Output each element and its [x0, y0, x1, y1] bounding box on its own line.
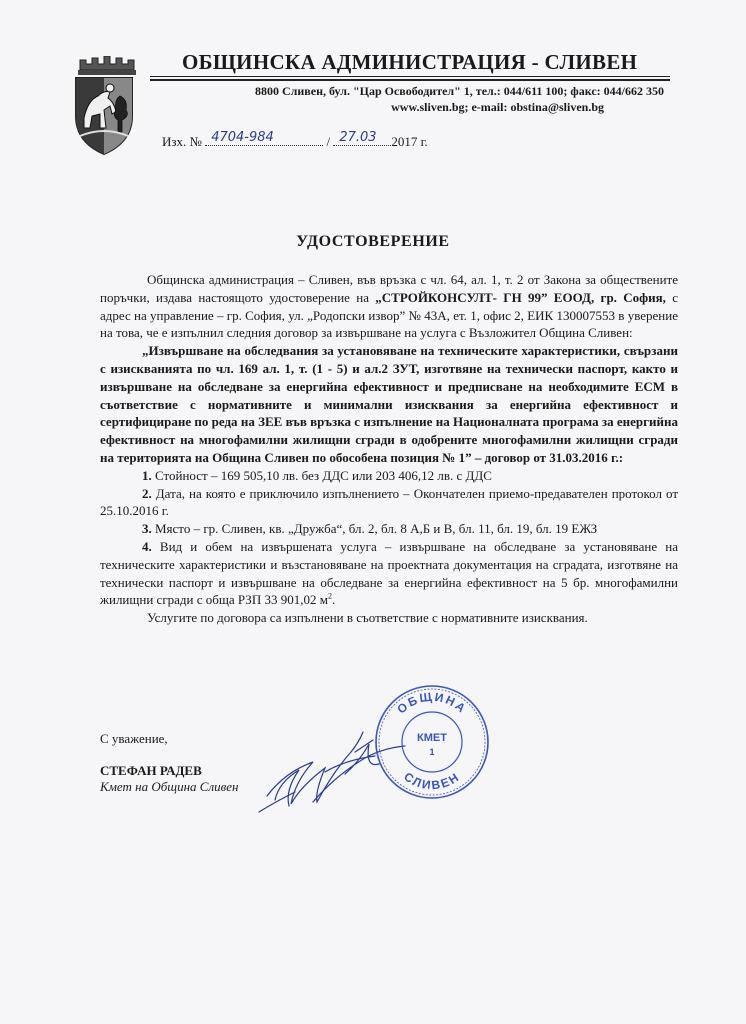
organization-web-email: www.sliven.bg; e-mail: obstina@sliven.bg	[391, 100, 604, 114]
item-1-text: Стойност – 169 505,10 лв. без ДДС или 203 406,12 лв. с ДДС	[155, 467, 492, 483]
reference-prefix: Изх. №	[162, 134, 202, 149]
item-2	[100, 485, 678, 521]
item-4-number: 4.	[142, 538, 152, 554]
item-1	[100, 467, 678, 485]
stamp-top-text: ОБЩИНА	[394, 689, 470, 717]
handwritten-reference-date: 27.03	[339, 130, 377, 145]
reference-year: 2017 г.	[391, 134, 428, 149]
stamp-bottom-text: СЛИВЕН	[401, 769, 463, 793]
reference-number-field	[205, 131, 323, 146]
organization-name: ОБЩИНСКА АДМИНИСТРАЦИЯ - СЛИВЕН	[182, 50, 638, 74]
reference-date-field	[333, 131, 391, 146]
square-meters-superscript: 2	[327, 592, 332, 602]
item-2-number: 2.	[142, 485, 152, 501]
contract-subject-paragraph: „Извършване на обследвания за установяване на техническите характеристики, свързани с изискванията по чл. 169 ал. 1, т. (1 - 5) и ал.2 ЗУТ, изготвяне на технически паспорт, както и извършване на обследване за енергийна ефективност и предписване на необходимите ЕСМ в съответствие с нормативните и минимални изисквания за енергийна ефективност и сертифициране по реда на ЗЕЕ във връзка с изпълнение на Националната програма за енергийна ефективност на многофамилни жилищни сгради в одобрените многофамилни жилищни сгради на територията на Община Сливен по обособена позиция № 1” – договор от 31.03.2016 г.:	[100, 343, 678, 465]
item-4	[100, 538, 678, 609]
intro-text-part-2: с адрес на управление – гр. София, ул. „Родопски извор” № 43А, ет. 1, офис 2, ЕИК 130007553 в уверение на това, че е изпълнил следния договор за извършване на услуга с Възложител Община Сливен:	[100, 289, 678, 341]
intro-text-part-1: Общинска администрация – Сливен, във връзка с чл. 64, ал. 1, т. 2 от Закона за обществените поръчки, издава настоящото удостоверение на	[100, 272, 678, 305]
item-3	[100, 520, 678, 538]
signer-role: Кмет на Община Сливен	[100, 779, 239, 794]
regards-text: С уважение,	[100, 731, 168, 746]
document-title: УДОСТОВЕРЕНИЕ	[296, 233, 450, 250]
stamp-center-text: КМЕТ	[417, 732, 447, 744]
item-3-text: Място – гр. Сливен, кв. „Дружба“, бл. 2, бл. 8 А,Б и В, бл. 11, бл. 19, бл. 19 ЕЖЗ	[155, 521, 598, 537]
sliven-coat-of-arms-logo	[70, 56, 138, 156]
item-1-number: 1.	[142, 467, 152, 483]
item-4-end: .	[331, 592, 336, 608]
item-4-text: Вид и обем на извършената услуга – извършване на обследване за установяване на техническите характеристики и възстановяване на проектната документация на сградата, изготвяне на технически паспорт и извършване на обследване за енергийна ефективност на 5 бр. многофамилни жилищни сгради с обща РЗП 33 901,02 м	[100, 538, 679, 608]
reference-separator: /	[326, 134, 331, 149]
document-body	[100, 271, 678, 627]
closing-statement: Услугите по договора са изпълнени в съответствие с нормативните изисквания.	[147, 610, 588, 626]
item-3-number: 3.	[142, 521, 152, 537]
header-rule-thin	[150, 76, 670, 77]
item-2-text: Дата, на която е приключило изпълнението – Окончателен приемо-предавателен протокол от 25.10.2016 г.	[100, 485, 679, 519]
contractor-name: „СТРОЙКОНСУЛТ- ГН 99” ЕООД, гр. София,	[375, 289, 666, 305]
official-stamp	[373, 683, 491, 801]
signer-name: СТЕФАН РАДЕВ	[100, 763, 202, 778]
organization-address: 8800 Сливен, бул. "Цар Освободител" 1, тел.: 044/611 100; факс: 044/662 350	[254, 84, 664, 98]
stamp-center-number: 1	[429, 747, 435, 757]
intro-paragraph	[100, 271, 678, 342]
handwritten-reference-number: 4704-984	[211, 130, 274, 145]
header-rule-thick	[150, 79, 670, 81]
outgoing-reference-line	[162, 131, 428, 150]
